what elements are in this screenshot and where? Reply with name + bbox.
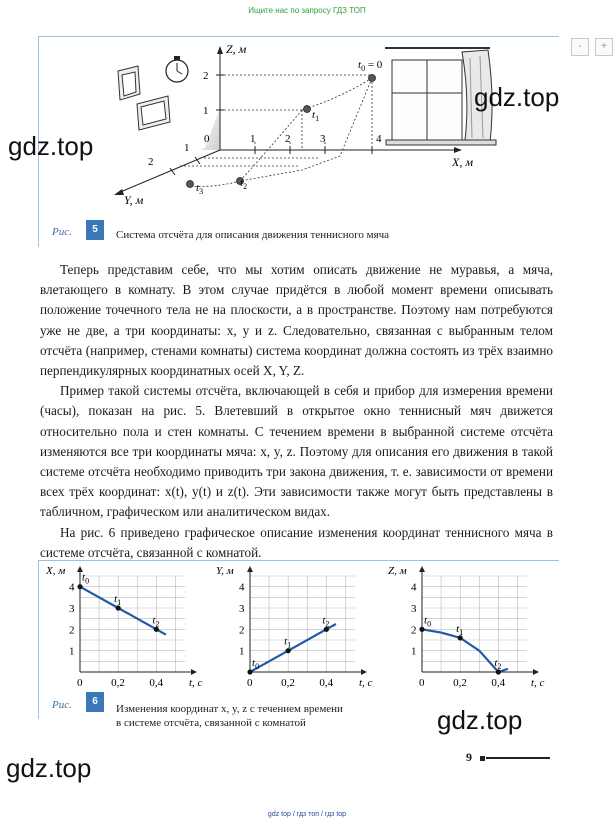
- x-axis-label: t, с: [531, 677, 545, 689]
- point-label: $t_2$: [322, 614, 330, 629]
- x-tick-label: 0,4: [319, 677, 334, 689]
- origin-label: 0: [204, 133, 210, 145]
- y-tick-label: 2: [69, 624, 75, 637]
- watermark-3: gdz.top: [437, 705, 523, 735]
- point-label: $t_0$: [82, 571, 90, 586]
- t0-label: $t_0 = 0$: [358, 59, 383, 73]
- y-tick-label: 4: [411, 581, 417, 594]
- watermark-4: gdz.top: [6, 753, 92, 783]
- top-search-link[interactable]: Ищите нас по запросу ГДЗ ТОП: [248, 6, 366, 15]
- page-rule: [486, 757, 550, 759]
- y-axis: [118, 150, 220, 193]
- series-line: [250, 624, 336, 672]
- y-tick-1: 1: [184, 142, 190, 154]
- data-point: [419, 627, 424, 632]
- axis-y-label: Y, м: [124, 193, 144, 207]
- y-tick-label: 4: [69, 581, 75, 594]
- page-number: 9: [466, 750, 472, 764]
- x-tick-label: 0,2: [111, 677, 125, 689]
- z-tick-1: 1: [203, 105, 209, 117]
- y-tick-label: 3: [69, 603, 75, 615]
- x-axis-label: t, с: [189, 677, 203, 689]
- y-tick-label: 1: [69, 645, 75, 658]
- y-tick-2: 2: [148, 156, 154, 168]
- y-tick-label: 3: [411, 603, 417, 615]
- paragraph-3: На рис. 6 приведено графическое описание изменения координат теннисного мяча в системе отсчёта, связанной с комнатой.: [40, 524, 553, 560]
- stopwatch-icon: [166, 56, 188, 82]
- figure-6-caption-line-1: Изменения координат x, y, z с течением времени: [116, 703, 343, 715]
- y-axis-label: X, м: [46, 565, 66, 577]
- y-tick-label: 1: [239, 645, 245, 658]
- series-line: [80, 587, 166, 635]
- x-tick-label: 0: [419, 677, 425, 689]
- y-tick-label: 2: [239, 624, 245, 637]
- zoom-out-button[interactable]: -: [571, 38, 589, 56]
- y-tick-label: 2: [411, 624, 417, 637]
- grid-lines: [180, 75, 372, 186]
- x-axis-arrow: [191, 669, 197, 675]
- y-axis-label: Y, м: [216, 565, 234, 577]
- x-tick-4: 4: [376, 133, 382, 145]
- x-arrow: [454, 147, 462, 153]
- point-label: $t_1$: [284, 635, 292, 650]
- watermark-2: gdz.top: [8, 131, 94, 161]
- point-label: $t_1$: [114, 593, 122, 607]
- wall-pictures: [118, 66, 170, 130]
- t1-label: $t_1$: [312, 109, 320, 123]
- x-tick-1: 1: [250, 133, 256, 145]
- x-tick-label: 0: [77, 677, 83, 689]
- x-tick-label: 0: [247, 677, 253, 689]
- paragraph-2: Пример такой системы отсчёта, включающей в себя и прибор для измерения времени (часы), показан на рис. 5. Влетевший в открытое окно теннисный мяч движется относительно пола и стен комнаты. С течением времени в выбранной системе отсчёта изменяются все три координаты мяча: x, y, z. Поэтому для описания его движения в такой системе отсчёта необходимо приводить три закона движения, т. е. зависимости от времени всех трёх координат: x(t), y(t) и z(t). Эти зависимости также могут быть представлены в табличном, графическом или аналитическом видах.: [40, 383, 553, 520]
- watermark-1: gdz.top: [474, 82, 560, 112]
- t2-label: $t_2$: [240, 177, 248, 191]
- x-tick-label: 0,4: [149, 677, 164, 689]
- y-tick-label: 1: [411, 645, 417, 658]
- z-arrow: [217, 46, 223, 54]
- y-tick-label: 3: [239, 603, 245, 615]
- t3-label: $t_3$: [196, 182, 204, 196]
- page-marker: [480, 756, 485, 761]
- y-axis-arrow: [247, 566, 253, 572]
- x-tick-label: 0,2: [453, 677, 467, 689]
- figure-6-charts: [40, 562, 552, 692]
- data-point: [247, 669, 252, 674]
- axis-ticks: [170, 75, 372, 175]
- y-axis-label: Z, м: [388, 565, 407, 577]
- z-tick-2: 2: [203, 70, 209, 82]
- axis-z-label: Z, м: [226, 42, 247, 56]
- x-axis-label: t, с: [359, 677, 373, 689]
- figure-6-number: 6: [86, 692, 104, 712]
- point-label: $t_1$: [456, 622, 464, 637]
- point-label: $t_0$: [424, 614, 432, 629]
- data-point: [77, 584, 82, 589]
- figure-6-caption-line-2: в системе отсчёта, связанной с комнатой: [116, 717, 306, 729]
- x-tick-label: 0,2: [281, 677, 295, 689]
- figure-5-ris-label: Рис.: [52, 226, 72, 238]
- body-text: [40, 260, 553, 563]
- paragraph-1: Теперь представим себе, что мы хотим описать движение не муравья, а мяча, влетающего в комнату. В этом случае придётся в любой момент времени описывать положение точечного тела не на плоскости, а в пространстве. Поэтому нам потребуются уже не две, а три координаты: x, y и z. Следовательно, связанная с выбранным телом отсчёта (например, стенами комнаты) система координат должна состоять из трёх взаимно перпендикулярных координатных осей X, Y, Z.: [40, 262, 553, 379]
- point-label: $t_2$: [494, 657, 502, 671]
- axis-x-label: X, м: [452, 155, 473, 169]
- x-axis-arrow: [361, 669, 367, 675]
- point-label: $t_0$: [252, 657, 260, 671]
- zoom-in-button[interactable]: +: [595, 38, 613, 56]
- y-tick-label: 4: [239, 581, 245, 594]
- y-arrow: [114, 189, 124, 195]
- x-tick-label: 0,4: [491, 677, 506, 689]
- point-label: $t_2$: [152, 614, 160, 629]
- bottom-links[interactable]: gdz top / гдз топ / гдз top: [267, 811, 347, 818]
- figure-5-number: 5: [86, 220, 104, 240]
- figure-5-illustration: [40, 38, 550, 228]
- x-axis-arrow: [533, 669, 539, 675]
- figure-5-caption: Система отсчёта для описания движения теннисного мяча: [116, 229, 390, 241]
- x-tick-2: 2: [285, 133, 291, 145]
- figure-6-ris-label: Рис.: [52, 699, 72, 711]
- y-axis-arrow: [419, 566, 425, 572]
- x-tick-3: 3: [320, 133, 326, 145]
